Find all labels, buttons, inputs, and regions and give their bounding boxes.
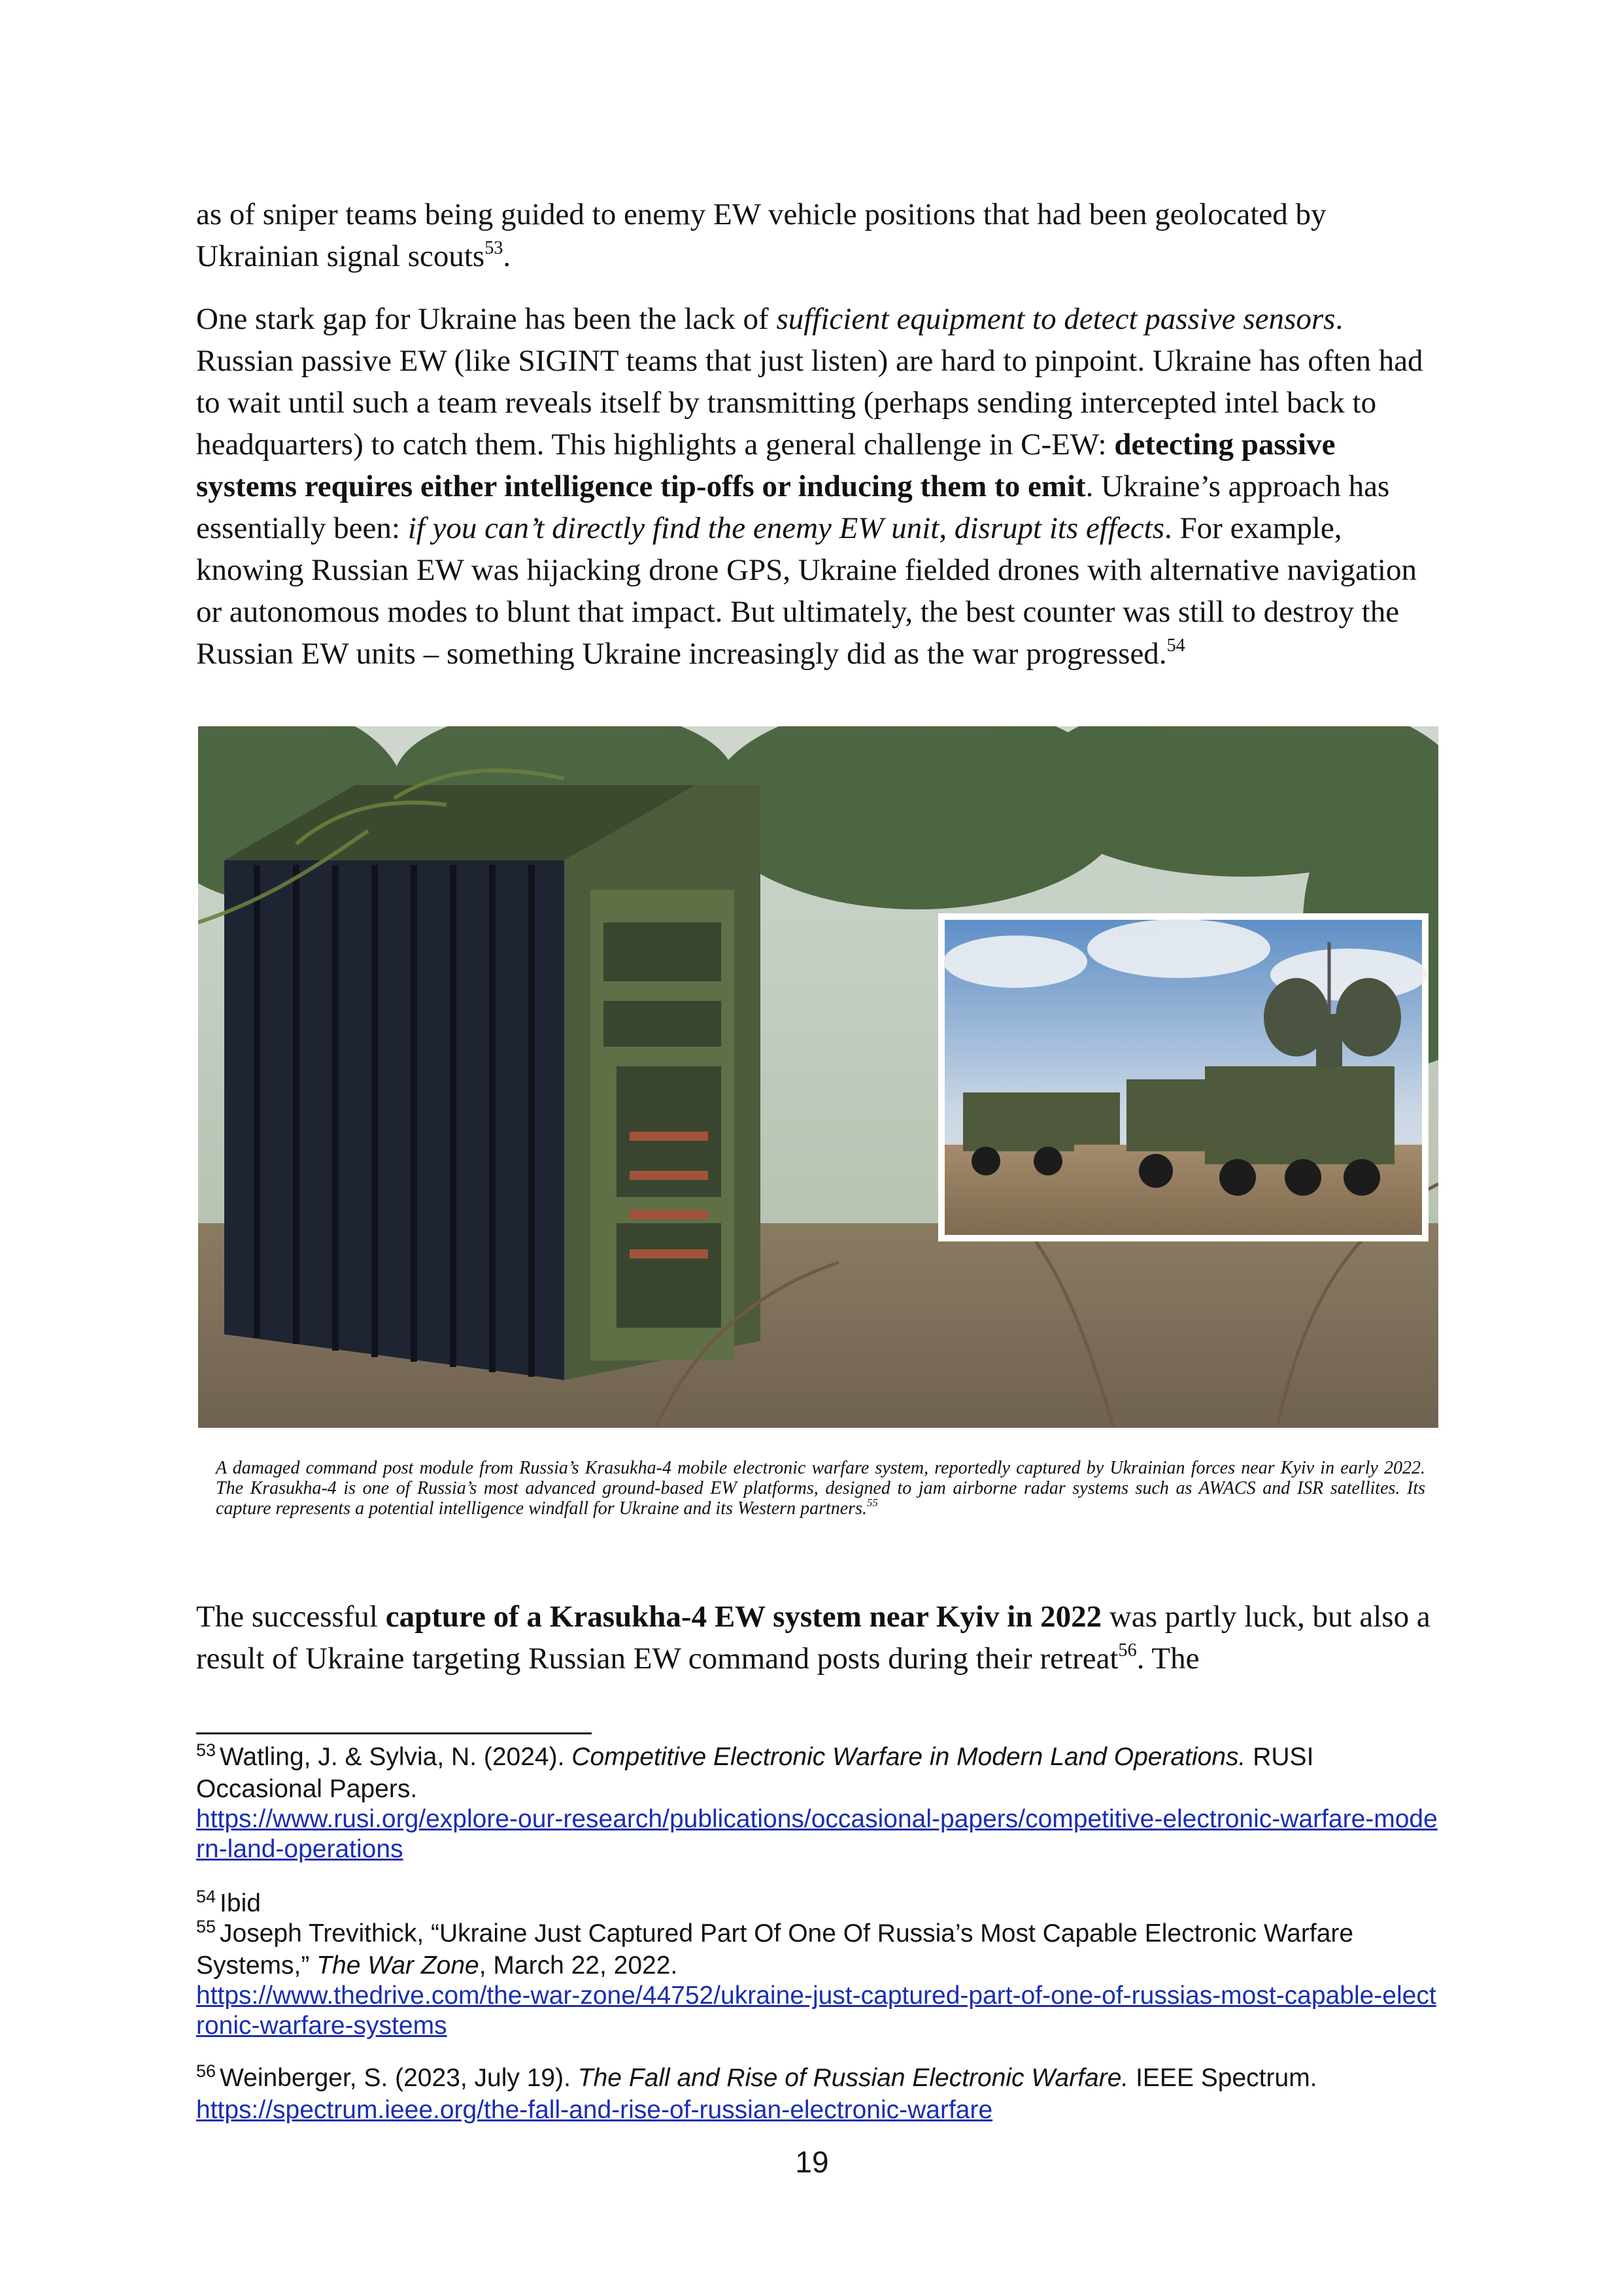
footnote-divider <box>196 1732 592 1734</box>
footnote-55 <box>196 1919 1438 2041</box>
krasukha-photo-illustration <box>198 726 1438 1428</box>
footnote-ref-54[interactable]: 54 <box>1166 635 1185 656</box>
body-paragraph-3 <box>196 1596 1432 1679</box>
bold-text: detecting passive systems requires either intelligence tip-offs or inducing them to emit <box>196 428 1336 503</box>
footnote-link[interactable]: https://www.rusi.org/explore-our-research/publications/occasional-papers/competitive-electronic-warfare-modern-land-operations <box>196 1805 1438 1863</box>
paragraph-text: . For example, knowing Russian EW was hijacking drone GPS, Ukraine fielded drones with alternative navigation or autonomous modes to blunt that impact. But ultimately, the best counter was still to destroy the Russian EW units – something Ukraine increasingly did as the war progressed. <box>196 511 1417 671</box>
footnote-54 <box>196 1889 1438 1921</box>
footnote-text: , March 22, 2022. <box>479 1951 678 1980</box>
footnote-ref-56[interactable]: 56 <box>1118 1640 1137 1661</box>
figure-photo <box>198 726 1438 1428</box>
paragraph-text: as of sniper teams being guided to enemy EW vehicle positions that had been geolocated by Ukrainian signal scouts <box>196 197 1327 273</box>
paragraph-text: The successful <box>196 1600 386 1634</box>
footnote-53 <box>196 1742 1438 1864</box>
footnote-text: Joseph Trevithick, “Ukraine Just Captured Part Of One Of Russia’s Most Capable Electronic Warfare Systems,” <box>196 1919 1354 1980</box>
footnote-title: The Fall and Rise of Russian Electronic Warfare. <box>577 2064 1129 2092</box>
footnote-text: RUSI Occasional Papers. <box>196 1743 1314 1803</box>
page-number: 19 <box>795 2145 829 2179</box>
footnote-number: 56 <box>196 2061 216 2081</box>
footnote-number: 53 <box>196 1740 216 1760</box>
paragraph-text: . <box>503 239 511 273</box>
paragraph-text: . Ukraine’s approach has essentially been: <box>196 469 1390 545</box>
footnote-link[interactable]: https://www.thedrive.com/the-war-zone/44752/ukraine-just-captured-part-of-one-of-russias-most-capable-electronic-warfare-systems <box>196 1982 1436 2040</box>
emphasis-text: if you can’t directly find the enemy EW unit, disrupt its effects <box>407 511 1165 545</box>
footnote-ref-53[interactable]: 53 <box>484 237 503 258</box>
footnote-number: 54 <box>196 1887 216 1906</box>
footnote-text: Ibid <box>220 1889 261 1917</box>
body-paragraph-1 <box>196 194 1432 277</box>
body-paragraph-2 <box>196 298 1432 675</box>
emphasis-text: sufficient equipment to detect passive sensors <box>776 302 1336 336</box>
bold-text: capture of a Krasukha-4 EW system near Kyiv in 2022 <box>385 1600 1102 1634</box>
footnote-56 <box>196 2063 1438 2125</box>
paragraph-text: One stark gap for Ukraine has been the lack of <box>196 302 777 336</box>
footnote-title: Competitive Electronic Warfare in Modern Land Operations. <box>571 1743 1246 1771</box>
paragraph-text: . Russian passive EW (like SIGINT teams that just listen) are hard to pinpoint. Ukraine has often had to wait until such a team reveals itself by transmitting (perhaps sending intercepted intel back to headquarters) to catch them. This highlights a general challenge in C-EW: <box>196 302 1423 462</box>
paragraph-text: was partly luck, but also a result of Ukraine targeting Russian EW command posts during their retreat <box>196 1600 1430 1676</box>
footnote-number: 55 <box>196 1917 216 1936</box>
footnote-text: Weinberger, S. (2023, July 19). <box>220 2064 578 2092</box>
footnote-link[interactable]: https://spectrum.ieee.org/the-fall-and-rise-of-russian-electronic-warfare <box>196 2096 993 2124</box>
paragraph-text: . The <box>1136 1642 1200 1676</box>
footnote-ref-55[interactable]: 55 <box>866 1496 878 1509</box>
caption-text: A damaged command post module from Russia’s Krasukha-4 mobile electronic warfare system, reportedly captured by Ukrainian forces near Kyiv in early 2022. The Krasukha-4 is one of Russia’s most advanced ground-based EW platforms, designed to jam airborne radar systems such as AWACS and ISR satellites. Its capture represents a potential intelligence windfall for Ukraine and its Western partners. <box>216 1458 1425 1519</box>
footnote-text: Watling, J. & Sylvia, N. (2024). <box>220 1743 572 1771</box>
footnote-text: IEEE Spectrum. <box>1128 2064 1317 2092</box>
figure-caption <box>216 1458 1425 1519</box>
footnote-title: The War Zone <box>316 1951 479 1980</box>
inset-photo <box>938 913 1429 1241</box>
